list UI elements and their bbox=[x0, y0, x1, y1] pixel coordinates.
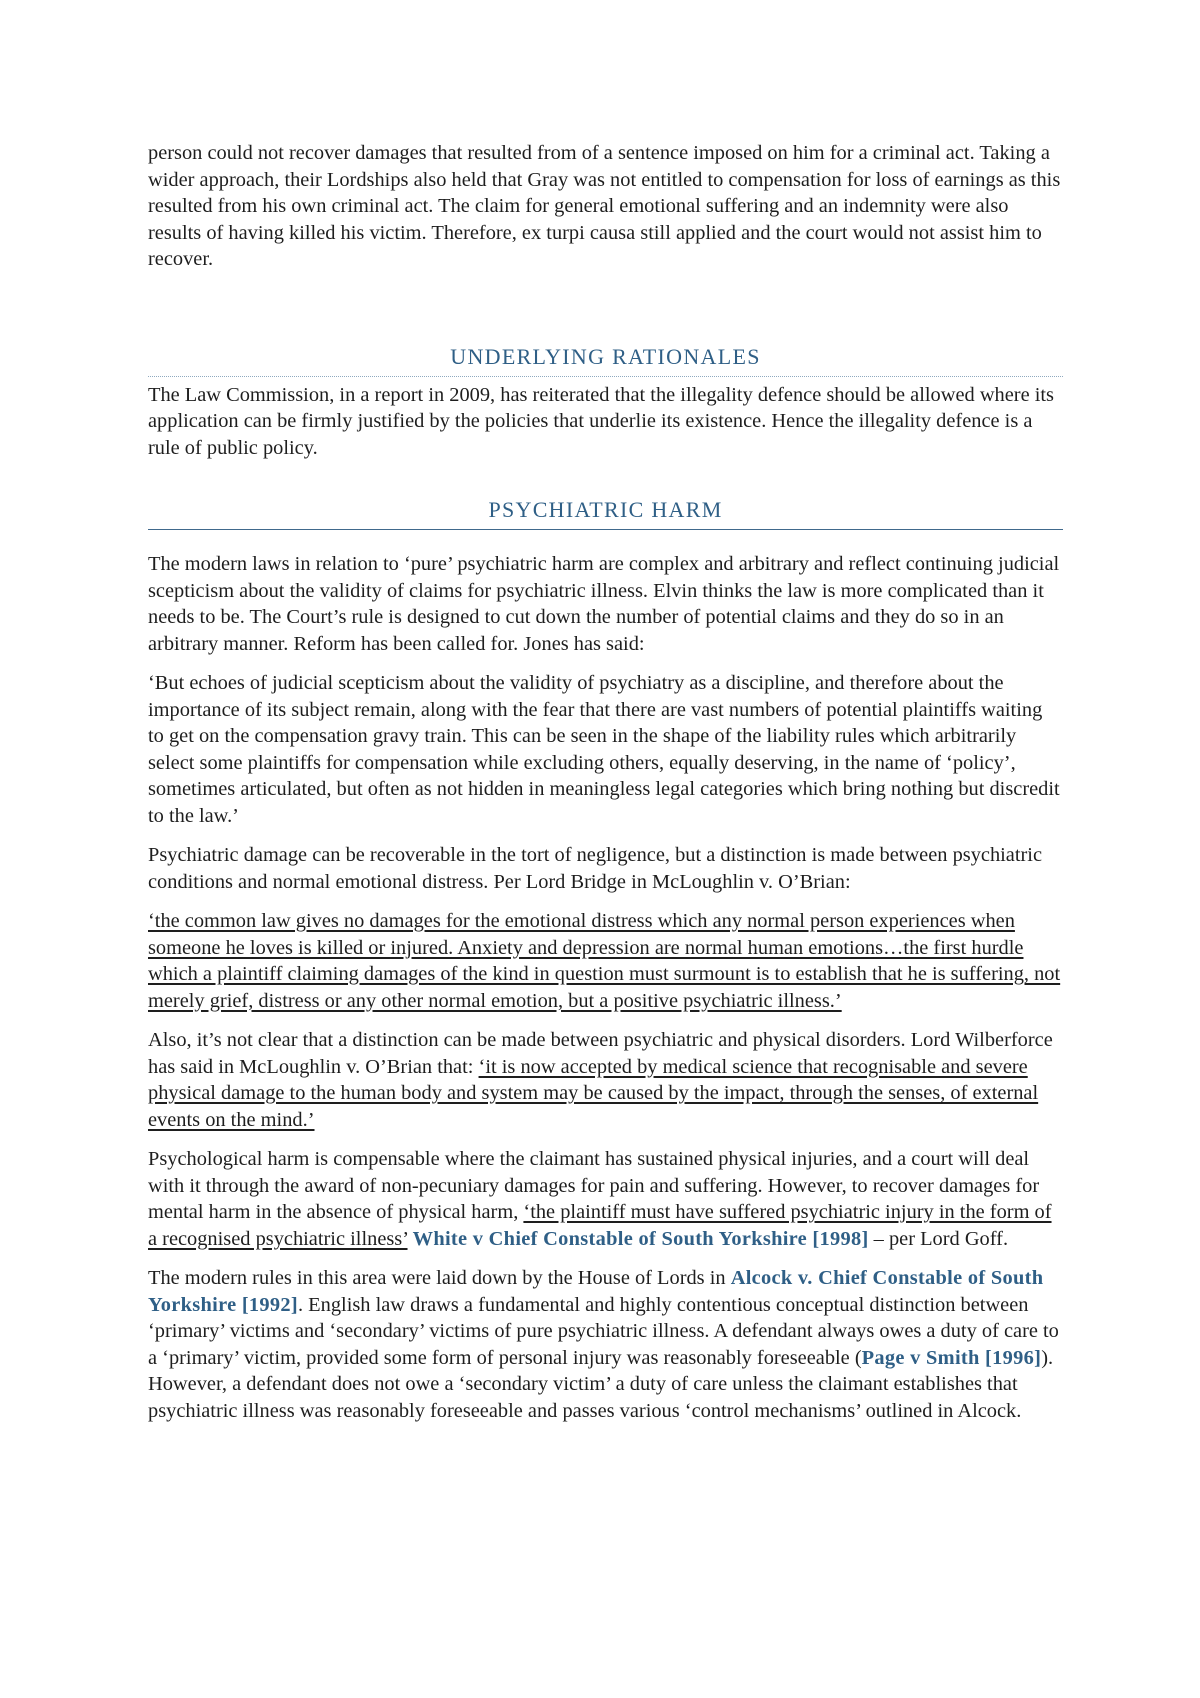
heading-psychiatric-harm: PSYCHIATRIC HARM bbox=[148, 497, 1063, 530]
psychiatric-intro-paragraph: The modern laws in relation to ‘pure’ psychiatric harm are complex and arbitrary and reflect continuing judicial scepticism about the validity of claims for psychiatric illness. Elvin thinks the law is more complicated than it needs to be. The Court’s rule is designed to cut down the number of potential claims and they do so in an arbitrary manner. Reform has been called for. Jones has said: bbox=[148, 553, 1060, 655]
heading-underlying-rationales: UNDERLYING RATIONALES bbox=[148, 344, 1063, 377]
rationales-paragraph: The Law Commission, in a report in 2009, has reiterated that the illegality defence should be allowed where its application can be firmly justified by the policies that underlie its existence. Hence the illegality defence is a rule of public policy. bbox=[148, 383, 1054, 459]
wilberforce-paragraph bbox=[148, 1027, 1063, 1133]
psychological-lead: Psychological harm is compensable where the claimant has sustained physical injuries, and a court will deal with it through the award of non-pecuniary damages for pain and suffering. However, to recover damages for mental harm in the absence of physical harm, bbox=[148, 1148, 1040, 1223]
modern-rules-tail: ). However, a defendant does not owe a ‘secondary victim’ a duty of care unless the claimant establishes that psychiatric illness was reasonably foreseeable and passes various ‘control mechanisms’ outlined in Alcock. bbox=[148, 1346, 1054, 1422]
case-page-v-smith: Page v Smith [1996] bbox=[861, 1346, 1042, 1369]
case-alcock-v-chief-constable: Alcock v. Chief Constable of South Yorkshire [1992] bbox=[148, 1267, 1044, 1316]
jones-quote: ‘But echoes of judicial scepticism about the validity of psychiatry as a discipline, and therefore about the importance of its subject remain, along with the fear that there are vast numbers of potential plaintiffs waiting to get on the compensation gravy train. This can be seen in the shape of the liability rules which arbitrarily select some plaintiffs for compensation while excluding others, equally deserving, in the name of ‘policy’, sometimes articulated, but often as not hidden in meaningless legal categories which bring nothing but discredit to the law.’ bbox=[148, 672, 1060, 827]
wilberforce-quote: ‘it is now accepted by medical science that recognisable and severe physical damage to the human body and system may be caused by the impact, through the senses, of external events on the mind.’ bbox=[148, 1055, 1039, 1131]
case-white-v-chief-constable: White v Chief Constable of South Yorkshire [1998] bbox=[412, 1227, 869, 1250]
modern-rules-middle: . English law draws a fundamental and highly contentious conceptual distinction between ‘primary’ victims and ‘secondary’ victims of pure psychiatric illness. A defendant always owes a duty of care to a ‘primary’ victim, provided some form of personal injury was reasonably foreseeable ( bbox=[148, 1293, 1059, 1369]
lord-goff-quote: ‘the plaintiff must have suffered psychiatric injury in the form of a recognised psychiatric illness’ bbox=[148, 1201, 1052, 1250]
document-page bbox=[148, 140, 1063, 1424]
distinction-paragraph: Psychiatric damage can be recoverable in the tort of negligence, but a distinction is made between psychiatric conditions and normal emotional distress. Per Lord Bridge in McLoughlin v. O’Brian: bbox=[148, 844, 1043, 893]
intro-paragraph: person could not recover damages that resulted from of a sentence imposed on him for a criminal act. Taking a wider approach, their Lordships also held that Gray was not entitled to compensation for loss of earnings as this resulted from his own criminal act. The claim for general emotional suffering and an indemnity were also results of having killed his victim. Therefore, ex turpi causa still applied and the court would not assist him to recover. bbox=[148, 142, 1061, 270]
lord-bridge-quote: ‘the common law gives no damages for the emotional distress which any normal person experiences when someone he loves is killed or injured. Anxiety and depression are normal human emotions…the first hurdle which a plaintiff claiming damages of the kind in question must surmount is to establish that he is suffering, not merely grief, distress or any other normal emotion, but a positive psychiatric illness.’ bbox=[148, 910, 1061, 1012]
lord-goff-attribution: – per Lord Goff. bbox=[868, 1227, 1009, 1250]
wilberforce-lead: Also, it’s not clear that a distinction can be made between psychiatric and physical disorders. Lord Wilberforce has said in McLoughlin v. O’Brian that: bbox=[148, 1029, 1053, 1078]
psychological-harm-paragraph bbox=[148, 1146, 1063, 1252]
modern-rules-paragraph bbox=[148, 1265, 1063, 1424]
modern-rules-lead: The modern rules in this area were laid down by the House of Lords in bbox=[148, 1267, 731, 1289]
